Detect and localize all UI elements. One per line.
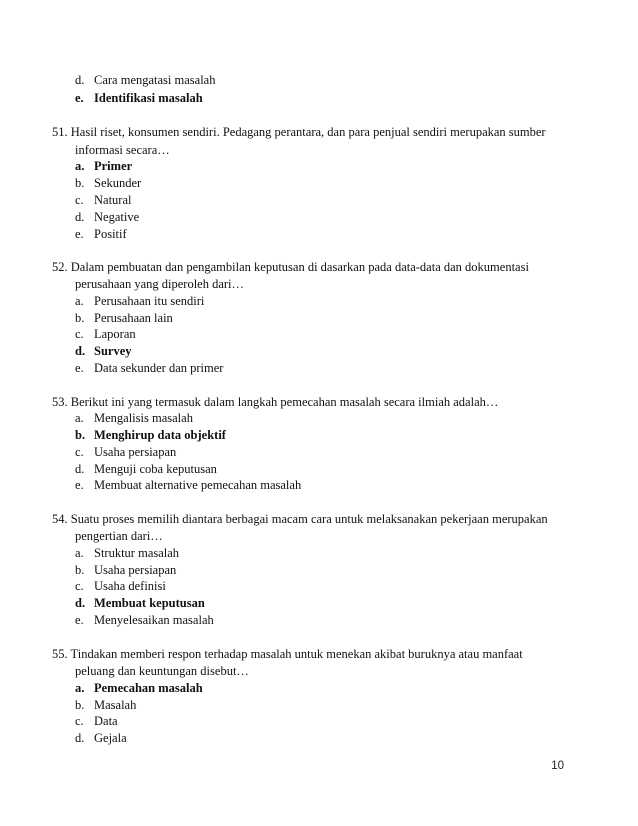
option-letter: a. bbox=[75, 681, 85, 695]
option-text: Pemecahan masalah bbox=[94, 681, 203, 695]
option-letter: c. bbox=[75, 714, 84, 728]
question-text: Dalam pembuatan dan pengambilan keputusan di dasarkan pada data-data dan dokumentasi bbox=[70, 260, 529, 274]
option-letter: d. bbox=[75, 596, 86, 610]
option-text: Menyelesaikan masalah bbox=[94, 613, 214, 627]
option-text: Menguji coba keputusan bbox=[94, 462, 217, 476]
option-text: Struktur masalah bbox=[94, 546, 180, 560]
option-text: Data bbox=[94, 714, 118, 728]
option-text: Identifikasi masalah bbox=[94, 91, 203, 105]
question-54-option-b bbox=[75, 562, 176, 578]
option-letter: b. bbox=[75, 428, 86, 442]
option-letter: b. bbox=[75, 176, 85, 190]
option-text: Positif bbox=[94, 227, 127, 241]
question-53-option-b-answer bbox=[75, 427, 226, 443]
question-text: Hasil riset, konsumen sendiri. Pedagang perantara, dan para penjual sendiri merupakan sumber bbox=[70, 125, 546, 139]
question-number: 53. bbox=[52, 395, 68, 409]
question-52-stem-line1 bbox=[52, 259, 529, 275]
option-letter: d. bbox=[75, 73, 85, 87]
question-53-option-a bbox=[75, 410, 193, 426]
question-51-option-e bbox=[75, 226, 127, 242]
option-e-leading-answer bbox=[75, 90, 203, 106]
question-53-option-d bbox=[75, 461, 217, 477]
option-letter: c. bbox=[75, 579, 84, 593]
question-51-option-a-answer bbox=[75, 158, 132, 174]
option-letter: d. bbox=[75, 344, 86, 358]
question-55-option-b bbox=[75, 697, 136, 713]
option-text: Survey bbox=[94, 344, 132, 358]
question-text: Suatu proses memilih diantara berbagai macam cara untuk melaksanakan pekerjaan merupakan bbox=[70, 512, 548, 526]
option-text: Usaha persiapan bbox=[94, 563, 177, 577]
page-number: 10 bbox=[551, 760, 564, 772]
question-51-option-d bbox=[75, 209, 139, 225]
option-text: Gejala bbox=[94, 731, 127, 745]
option-text: Negative bbox=[94, 210, 140, 224]
question-52-option-a bbox=[75, 293, 204, 309]
option-d-leading bbox=[75, 72, 215, 88]
question-text: Berikut ini yang termasuk dalam langkah pemecahan masalah secara ilmiah adalah… bbox=[70, 395, 499, 409]
option-letter: e. bbox=[75, 91, 84, 105]
question-54-option-a bbox=[75, 545, 179, 561]
option-letter: e. bbox=[75, 478, 84, 492]
option-letter: c. bbox=[75, 193, 84, 207]
option-letter: c. bbox=[75, 327, 84, 341]
option-text: Menghirup data objektif bbox=[94, 428, 226, 442]
option-letter: d. bbox=[75, 462, 85, 476]
question-54-option-d-answer bbox=[75, 595, 205, 611]
question-number: 55. bbox=[52, 647, 68, 661]
option-text: Natural bbox=[94, 193, 132, 207]
question-51-option-b bbox=[75, 175, 141, 191]
option-letter: b. bbox=[75, 563, 85, 577]
question-number: 52. bbox=[52, 260, 68, 274]
option-letter: c. bbox=[75, 445, 84, 459]
option-text: Laporan bbox=[94, 327, 136, 341]
question-52-stem-line2: perusahaan yang diperoleh dari… bbox=[75, 277, 245, 291]
option-text: Sekunder bbox=[94, 176, 142, 190]
question-55-option-c bbox=[75, 713, 118, 729]
option-text: Mengalisis masalah bbox=[94, 411, 193, 425]
option-text: Usaha persiapan bbox=[94, 445, 177, 459]
option-letter: a. bbox=[75, 294, 84, 308]
option-text: Membuat alternative pemecahan masalah bbox=[94, 478, 302, 492]
question-52-option-b bbox=[75, 310, 173, 326]
option-letter: b. bbox=[75, 698, 85, 712]
question-51-stem-line2: informasi secara… bbox=[75, 143, 170, 157]
question-54-option-c bbox=[75, 578, 166, 594]
question-55-option-d bbox=[75, 730, 127, 746]
question-54-stem-line2: pengertian dari… bbox=[75, 529, 163, 543]
option-letter: a. bbox=[75, 159, 85, 173]
question-55-stem-line1 bbox=[52, 646, 523, 662]
option-text: Membuat keputusan bbox=[94, 596, 205, 610]
question-51-option-c bbox=[75, 192, 131, 208]
question-53-option-e bbox=[75, 477, 301, 493]
question-number: 51. bbox=[52, 125, 68, 139]
option-text: Data sekunder dan primer bbox=[94, 361, 224, 375]
question-54-stem-line1 bbox=[52, 511, 548, 527]
option-text: Perusahaan lain bbox=[94, 311, 173, 325]
question-51-stem-line1 bbox=[52, 124, 546, 140]
question-52-option-d-answer bbox=[75, 343, 132, 359]
option-letter: a. bbox=[75, 411, 84, 425]
question-54-option-e bbox=[75, 612, 214, 628]
question-55-option-a-answer bbox=[75, 680, 203, 696]
question-text: Tindakan memberi respon terhadap masalah untuk menekan akibat buruknya atau manfaat bbox=[70, 647, 523, 661]
question-52-option-c bbox=[75, 326, 136, 342]
question-55-stem-line2: peluang dan keuntungan disebut… bbox=[75, 664, 249, 678]
option-text: Perusahaan itu sendiri bbox=[94, 294, 205, 308]
option-letter: e. bbox=[75, 361, 84, 375]
option-letter: b. bbox=[75, 311, 85, 325]
option-letter: e. bbox=[75, 613, 84, 627]
option-letter: d. bbox=[75, 210, 85, 224]
option-text: Primer bbox=[94, 159, 133, 173]
question-53-option-c bbox=[75, 444, 176, 460]
question-number: 54. bbox=[52, 512, 68, 526]
option-text: Masalah bbox=[94, 698, 137, 712]
option-text: Usaha definisi bbox=[94, 579, 166, 593]
option-letter: e. bbox=[75, 227, 84, 241]
option-letter: d. bbox=[75, 731, 85, 745]
question-52-option-e bbox=[75, 360, 223, 376]
option-letter: a. bbox=[75, 546, 84, 560]
option-text: Cara mengatasi masalah bbox=[94, 73, 216, 87]
question-53-stem-line1 bbox=[52, 394, 498, 410]
